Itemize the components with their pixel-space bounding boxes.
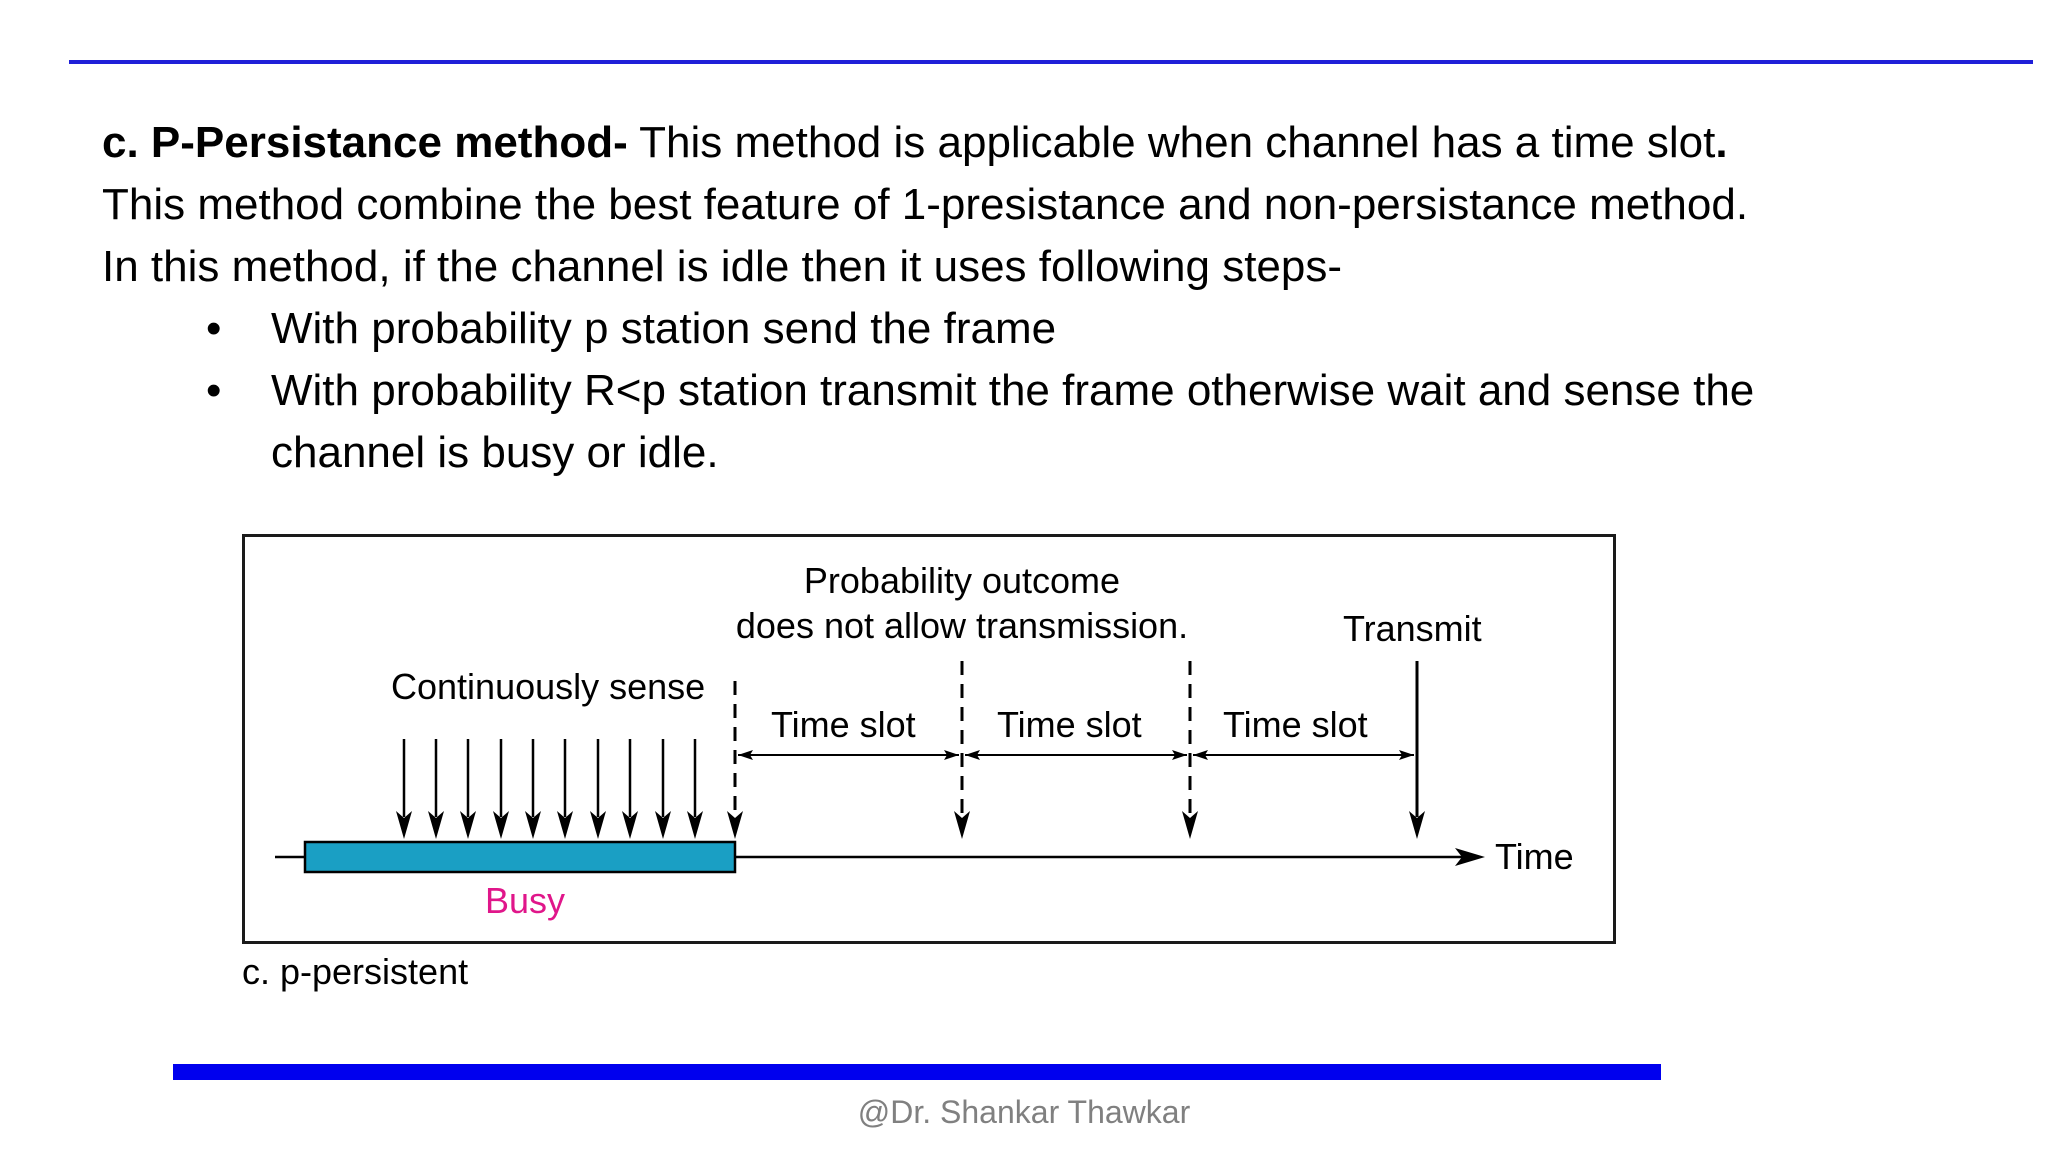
list-item-text: With probability R<p station transmit the frame otherwise wait and sense the xyxy=(271,366,1755,415)
outcome-label-line2: does not allow transmission. xyxy=(735,605,1189,646)
bullet-icon: • xyxy=(206,304,222,353)
list-item-text: channel is busy or idle. xyxy=(271,428,719,477)
time-slot-spans xyxy=(738,704,1414,760)
steps-list xyxy=(102,298,1982,484)
boundary-arrow-icon xyxy=(727,811,743,839)
boundary-arrow-icon xyxy=(954,811,970,839)
p-persistent-diagram xyxy=(242,534,1616,944)
footer-author: @Dr. Shankar Thawkar xyxy=(857,1094,1191,1130)
p-persistent-diagram-svg xyxy=(245,537,1613,941)
body-line-3: In this method, if the channel is idle then it uses following steps- xyxy=(102,242,1343,291)
continuously-sense-label: Continuously sense xyxy=(391,666,706,707)
slot-boundaries xyxy=(727,661,1198,839)
busy-bar xyxy=(305,842,735,872)
body-line-2: This method combine the best feature of 1-presistance and non-persistance method. xyxy=(102,180,1749,229)
diagram-caption: c. p-persistent xyxy=(242,951,469,992)
slide-body xyxy=(102,112,1982,484)
list-item-text: With probability p station send the frame xyxy=(271,304,1057,353)
time-slot-label: Time slot xyxy=(1223,704,1368,745)
outcome-label-line1: Probability outcome xyxy=(803,560,1121,601)
transmit-label: Transmit xyxy=(1343,608,1482,649)
bottom-rule xyxy=(173,1064,1661,1080)
boundary-arrow-icon xyxy=(1182,811,1198,839)
top-rule xyxy=(69,60,2033,64)
heading-period: . xyxy=(1715,118,1728,167)
heading-line xyxy=(102,112,1982,174)
bullet-icon: • xyxy=(206,366,222,415)
time-label: Time xyxy=(1495,836,1574,877)
list-item xyxy=(102,360,2031,484)
busy-label: Busy xyxy=(485,880,566,921)
heading-description: This method is applicable when channel has a time slot xyxy=(627,118,1716,167)
time-slot-label: Time slot xyxy=(771,704,916,745)
time-slot-label: Time slot xyxy=(997,704,1142,745)
heading-term: c. P-Persistance method- xyxy=(102,118,628,167)
sense-arrows xyxy=(396,739,703,839)
list-item xyxy=(102,298,2031,360)
